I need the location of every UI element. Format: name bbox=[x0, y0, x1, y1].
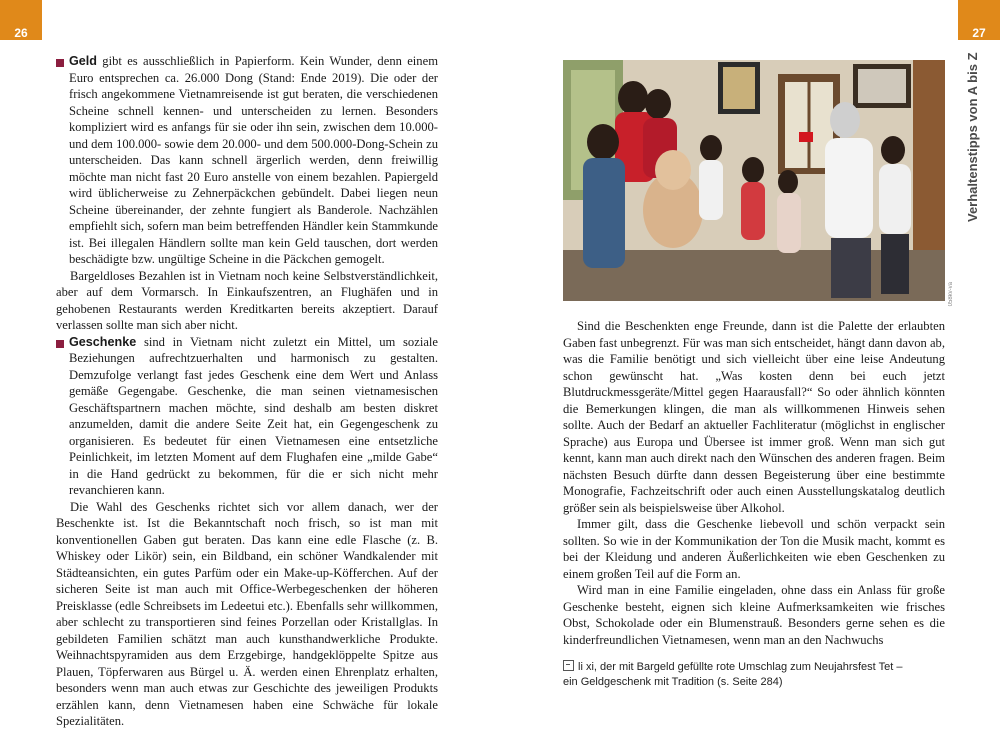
page-number-left-text: 26 bbox=[14, 26, 28, 40]
page-number-right-text: 27 bbox=[972, 26, 986, 40]
photo-credit: 058kv-va bbox=[948, 282, 954, 307]
page-number-right bbox=[958, 0, 1000, 40]
right-page-text bbox=[563, 318, 945, 648]
caption-line-2: ein Geldgeschenk mit Tradition (s. Seite 284) bbox=[563, 676, 783, 688]
term-geld: Geld bbox=[69, 54, 97, 68]
paragraph-bargeldlos: Bargeldloses Bezahlen ist in Vietnam noch keine Selbstverständlichkeit, aber auf dem Vormarsch. In Einkaufszentren, an Flughäfen und in gehobenen Restaurants werden Kreditkarten bereits akzeptiert. Darauf verlassen sollte man sich aber nicht. bbox=[56, 268, 438, 332]
photo-illustration bbox=[563, 60, 945, 301]
caption-arrow-icon bbox=[563, 660, 574, 671]
page-number-left bbox=[0, 0, 42, 40]
term-geschenke: Geschenke bbox=[69, 334, 137, 349]
caption-line-1 bbox=[563, 660, 945, 675]
left-page-text bbox=[56, 53, 438, 730]
photo-family-gift bbox=[563, 60, 945, 301]
photo-caption bbox=[563, 660, 945, 690]
paragraph-verpackung: Immer gilt, dass die Geschenke liebevoll und schön verpackt sein sollten. So wie in der Kommunikation der Ton die Musik macht, kommt es bei der Kleidung und anderen Äußerlichkeiten wie eben Geschenken zu einem großen Teil auf die Form an. bbox=[563, 517, 945, 581]
section-side-title: Verhaltenstipps von A bis Z bbox=[965, 52, 980, 222]
caption-line-1-text: li xi, der mit Bargeld gefüllte rote Umschlag zum Neujahrsfest Tet – bbox=[578, 661, 903, 673]
paragraph-geschenke-text: sind in Vietnam nicht zuletzt ein Mittel, um soziale Beziehungen aufrechtzuerhalten und harmonisch zu gestalten. Demzufolge verlangt fast jedes Geschenk eine dem Wert und Anlass gemäße Gegengabe. Geschenke, die man seinen vietnamesischen Geschäftspartnern machen möchte, sind deshalb am besten diskret anzumelden, damit die andere Seite Zeit hat, ein Gegengeschenk zu organisieren. Es bedeutet für einen Vietnamesen eine entsetzliche Peinlichkeit, im letzten Moment auf dem Flughafen eine „milde Gabe“ in die Hand gedrückt zu bekommen, für die er sich nicht mehr revanchieren kann. bbox=[69, 334, 438, 497]
paragraph-geld-text: gibt es ausschließlich in Papierform. Kein Wunder, denn einem Euro entsprechen ca. 26.000 Dong (Stand: Ende 2019). Die oder der frisch angekommene Vietnamreisende ist gut beraten, die verschiedenen Scheine schnell kennen- und unterscheiden zu lernen. Besonders kompliziert wird es anfangs für sie oder ihn sein, zwischen dem 10.000- und dem 100.000- sowie dem 20.000- und dem 500.000-Dong-Schein zu unterscheiden. Das kann schnell ärgerlich werden, denn freiwillig möchte man nicht fast 20 Euro anstelle von einem bezahlen. Papiergeld wird üblicherweise zu Zehnerpäckchen gebündelt. Dabei liegen neun Scheine übereinander, der zehnte fungiert als Banderole. Nachzählen empfiehlt sich, sofern man beim betreffenden Händler kein Stammkunde ist. Bei illegalen Händlern sollte man kein Geld tauschen, dort werden beschädigte bzw. ungültige Scheine in die Päckchen gemogelt. bbox=[69, 54, 438, 266]
paragraph-wahl-des-geschenks: Die Wahl des Geschenks richtet sich vor allem danach, wer der Beschenkte ist. Ist die Bekanntschaft noch frisch, so ist man mit konventionellen Gaben gut beraten. Das kann eine edle Flasche (z. B. Whiskey oder Likör) sein, ein Bildband, ein schöner Wandkalender mit Städteansichten, ein gutes Parfüm oder ein Make-up-Köfferchen. Auf der sicheren Seite ist man auch mit Office-Werbegeschenken der höheren Preisklasse (edle Schreibsets im Ledeetui etc.). Ebenfalls sehr willkommen, aber schlecht zu transportieren sind feines Porzellan oder Kristallglas. In gebildeten Familien schätzt man auch kunsthandwerkliche Produkte. Weihnachtspyramiden aus dem Erzgebirge, handgeklöppelte Spitze aus Plauen, Töpferwaren aus Bürgel u. Ä. werden einen Ehrenplatz erhalten, besonders wenn man auch etwas zur Geschichte des jeweiligen Produkts erzählen kann, denn Vietnamesen haben eine Schwäche für lokale Spezialitäten. bbox=[56, 499, 438, 728]
paragraph-familie-eingeladen: Wird man in eine Familie eingeladen, ohne dass ein Anlass für große Geschenke besteht, eignen sich kleine Aufmerksamkeiten wie frisches Obst, Schokolade oder ein Blumenstrauß. Besonders gerne sehen es die kinderfreundlichen Vietnamesen, wenn man an den Nachwuchs bbox=[563, 583, 945, 647]
paragraph-geschenke bbox=[56, 334, 438, 499]
paragraph-geld bbox=[56, 53, 438, 268]
paragraph-enge-freunde: Sind die Beschenkten enge Freunde, dann ist die Palette der erlaubten Gaben fast unbegrenzt. Für was man sich entscheidet, hängt dann davon ab, was die Familie benötigt und sich vielleicht über eine leise Andeutung schon gewünscht hat. „Was kosten denn bei euch jetzt Blutdruckmessgeräte/Mittel gegen Haarausfall?“ So oder ähnlich könnten die Bemerkungen klingen, die man als willkommenen Hinweis sehen sollte. Auch der Bedarf an aktueller Fachliteratur (möglichst in englischer Sprache) aus Europa und Übersee ist immer groß. Wenn man sich gut kennt, kann man auch direkt nach den Wünschen des anderen fragen. Beim nächsten Besuch dürfte dann dessen Begeisterung über eine bestimmte Monografie, Fachzeitschrift oder auch einen Ausstellungskatalog deutlich größer sein als beispielsweise über Alkohol. bbox=[563, 319, 945, 515]
